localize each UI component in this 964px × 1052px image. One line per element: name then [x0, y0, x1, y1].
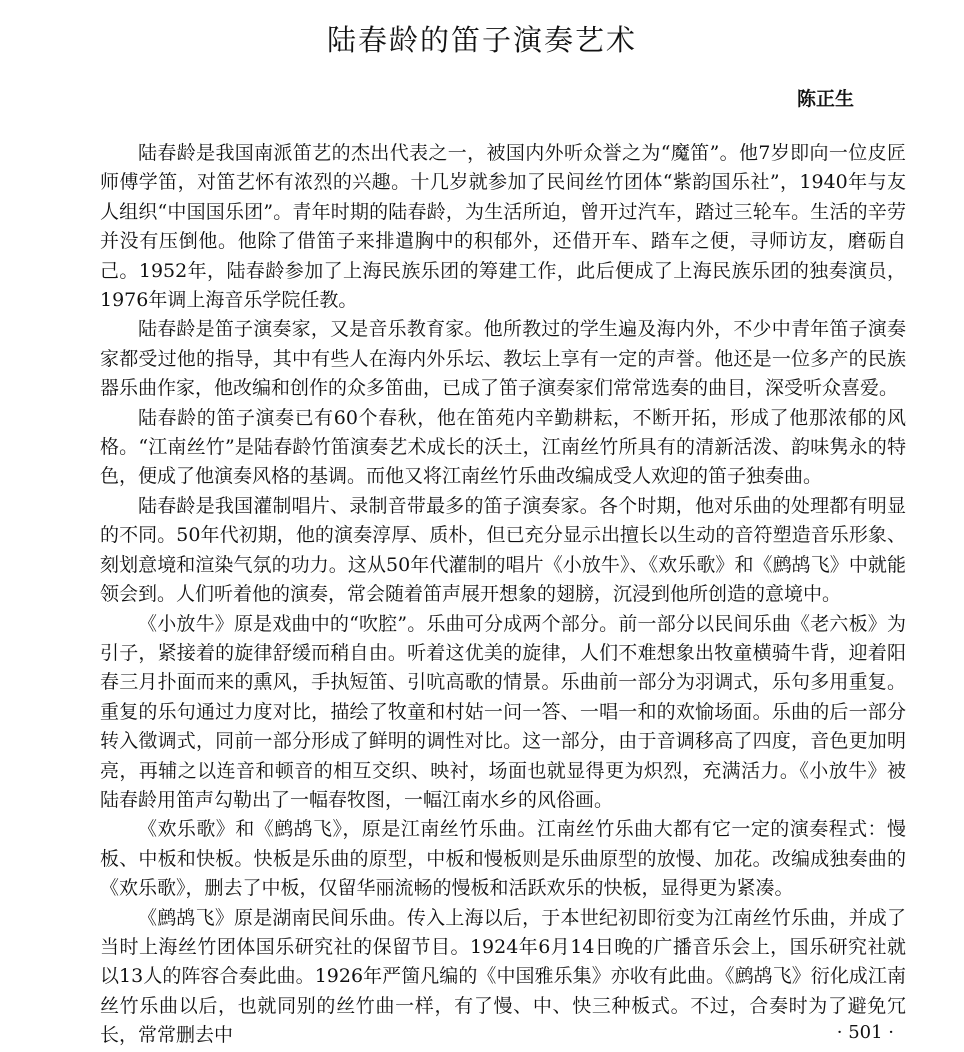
paragraph: 陆春龄是我国南派笛艺的杰出代表之一，被国内外听众誉之为“魔笛”。他7岁即向一位皮匠师傅学笛，对笛艺怀有浓烈的兴趣。十几岁就参加了民间丝竹团体“紫韵国乐社”，1940年与友人组织“中国国乐团”。青年时期的陆春龄，为生活所迫，曾开过汽车，踏过三轮车。生活的辛劳并没有压倒他。他除了借笛子来排遣胸中的积郁外，还借开车、踏车之便，寻师访友，磨砺自己。1952年，陆春龄参加了上海民族乐团的筹建工作，此后便成了上海民族乐团的独奏演员，1976年调上海音乐学院任教。	[100, 142, 906, 312]
paragraph: 陆春龄的笛子演奏已有60个春秋，他在笛苑内辛勤耕耘，不断开拓，形成了他那浓郁的风格。“江南丝竹”是陆春龄竹笛演奏艺术成长的沃土，江南丝竹所具有的清新活泼、韵味隽永的特色，便成了他演奏风格的基调。而他又将江南丝竹乐曲改编成受人欢迎的笛子独奏曲。	[100, 406, 906, 488]
article-title: 陆春龄的笛子演奏艺术	[326, 23, 637, 57]
paragraph: 陆春龄是笛子演奏家，又是音乐教育家。他所教过的学生遍及海内外，不少中青年笛子演奏家都受过他的指导，其中有些人在海内外乐坛、教坛上享有一定的声誉。他还是一位多产的民族器乐曲作家，他改编和创作的众多笛曲，已成了笛子演奏家们常常选奏的曲目，深受听众喜爱。	[100, 318, 906, 400]
article-body	[100, 139, 906, 1051]
paragraph: 《欢乐歌》和《鹧鸪飞》，原是江南丝竹乐曲。江南丝竹乐曲大都有它一定的演奏程式：慢板、中板和快板。快板是乐曲的原型，中板和慢板则是乐曲原型的放慢、加花。改编成独奏曲的《欢乐歌》，删去了中板，仅留华丽流畅的慢板和活跃欢乐的快板，显得更为紧凑。	[100, 818, 906, 900]
paragraph: 陆春龄是我国灌制唱片、录制音带最多的笛子演奏家。各个时期，他对乐曲的处理都有明显的不同。50年代初期，他的演奏淳厚、质朴，但已充分显示出擅长以生动的音符塑造音乐形象、刻划意境和渲染气氛的功力。这从50年代灌制的唱片《小放牛》、《欢乐歌》和《鹧鸪飞》中就能领会到。人们听着他的演奏，常会随着笛声展开想象的翅膀，沉浸到他所创造的意境中。	[100, 494, 906, 606]
paragraph: 《鹧鸪飞》原是湖南民间乐曲。传入上海以后，于本世纪初即衍变为江南丝竹乐曲，并成了当时上海丝竹团体国乐研究社的保留节目。1924年6月14日晚的广播音乐会上，国乐研究社就以13人的阵容合奏此曲。1926年严箇凡编的《中国雅乐集》亦收有此曲。《鹧鸪飞》衍化成江南丝竹乐曲以后，也就同别的丝竹曲一样，有了慢、中、快三种板式。不过，合奏时为了避免冗长，常常删去中	[100, 906, 906, 1047]
paragraph: 《小放牛》原是戏曲中的“吹腔”。乐曲可分成两个部分。前一部分以民间乐曲《老六板》为引子，紧接着的旋律舒缓而稍自由。听着这优美的旋律，人们不难想象出牧童横骑牛背，迎着阳春三月扑面而来的熏风，手执短笛、引吭高歌的情景。乐曲前一部分为羽调式，乐句多用重复。重复的乐句通过力度对比，描绘了牧童和村姑一问一答、一唱一和的欢愉场面。乐曲的后一部分转入徵调式，同前一部分形成了鲜明的调性对比。这一部分，由于音调移高了四度，音色更加明亮，再辅之以连音和顿音的相互交织、映衬，场面也就显得更为炽烈，充满活力。《小放牛》被陆春龄用笛声勾勒出了一幅春牧图，一幅江南水乡的风俗画。	[100, 612, 906, 811]
article-author: 陈正生	[796, 88, 854, 110]
page-number: · 501 ·	[836, 1022, 894, 1043]
